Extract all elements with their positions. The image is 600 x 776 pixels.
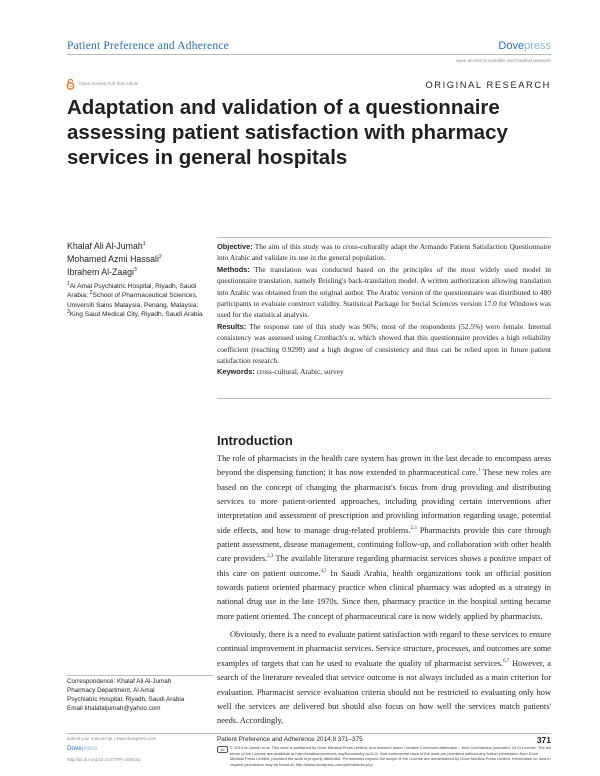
correspondence: Correspondence: Khalaf Ali Al-Jumah Pharmacy Department, Al Amal Psychiatric Hospital, Riyadh, Saudi Arabia Email khalafaljumah@yahoo.com (67, 677, 213, 713)
publisher-tagline: open access to scientific and medical research (456, 58, 551, 63)
section-heading-introduction: Introduction (217, 433, 293, 448)
abstract-results: Results: The response rate of this study was 96%; most of the respondents (52.5%) were female. Internal consistency was assessed using Cronbach's α, which showed that this questionnaire provides a high reliability coefficient (reaching 0.9299) and a high degree of consistency and thus can be relied upon in future patient satisfaction research. (217, 321, 551, 366)
paragraph: The role of pharmacists in the health care system has grown in the last decade to encompass areas beyond the dispensing function; it has now extended to pharmaceutical care.$^1$ These new roles are based on the concept of changing the pharmacist's focus from drug providing and distributing services to more patient-oriented approaches, including providing certain interventions after interpretation and assessment of prescription and providing information regarding usage, potential side effects, and how to manage drug-related problems.$^{2,3}$ Pharmacists provide this care through patient assessment, disease management, continuing follow-up, and collaboration with other health care providers.$^{2,3}$ The available literature regarding pharmacist services shows a positive impact of this care on patient outcome.$^{4,5}$ In Saudi Arabia, health organizations took an official position towards patient oriented pharmacy practice when clinical pharmacy was adopted as a strategy in national drug use in the late 1970s. Since then, pharmacy practice in the hospital setting became more patient oriented. The concept of pharmaceutical care is now widely applied by pharmacists. (217, 454, 552, 621)
citation-line: Patient Preference and Adherence 2014:8 371–375 (217, 736, 363, 743)
citation-ref[interactable]: 1 (477, 468, 481, 474)
citation-ref[interactable]: 4,5 (320, 568, 327, 574)
correspondence-rule (67, 675, 213, 676)
abstract-rule-top (217, 237, 551, 238)
article-type: ORIGINAL RESEARCH (425, 80, 551, 90)
open-access-icon (66, 79, 75, 90)
citation-ref[interactable]: 2,3 (410, 525, 417, 531)
affiliations: $^1$Al Amal Psychiatric Hospital, Riyadh, Saudi Arabia; $^2$School of Pharmaceutical Sciences, Universiti Sains Malaysia, Penang, Malaysia; $^3$King Saud Medical City, Riyadh, Saudi Arabia (67, 280, 203, 318)
author-list (67, 240, 162, 279)
journal-name: Patient Preference and Adherence (67, 40, 229, 52)
author-name[interactable]: Mohamed Azmi Hassali$^2$ (67, 254, 162, 264)
citation-ref[interactable]: 6,7 (503, 659, 510, 665)
open-access-label: Open Access Full Text Article (79, 81, 139, 86)
abstract (217, 241, 551, 378)
correspondence-email[interactable]: Email khalafaljumah@yahoo.com (67, 705, 161, 712)
author-name[interactable]: Ibrahem Al-Zaagi$^3$ (67, 267, 137, 277)
doi-link[interactable]: http://dx.doi.org/10.2147/PPA.S58141 (67, 757, 141, 762)
paragraph: Obviously, there is a need to evaluate patient satisfaction with regard to these services to ensure continual improvement in pharmacist services. Service structure, processes, and outcomes are some examples of targets that can be used to evaluate the quality of pharmacist services.$^{6,7}$ However, a search of the literature revealed that service outcome is not always included as a main criterion for evaluation. Pharmacist service evaluation criteria should not be restricted to evaluating only how well the services are delivered but should also focus on how well the services match patients' needs. Accordingly, (217, 630, 552, 726)
footer-rule (67, 733, 551, 734)
abstract-objective: Objective: The aim of this study was to cross-culturally adapt the Armando Patient Satisfaction Questionnaire into Arabic and validate its use in the general population. (217, 242, 551, 263)
author-name[interactable]: Khalaf Ali Al-Jumah$^1$ (67, 241, 146, 251)
article-title: Adaptation and validation of a questionnaire assessing patient satisfaction with pharmacy services in general hospitals (67, 96, 508, 169)
abstract-keywords: Keywords: cross-cultural, Arabic, survey (217, 367, 344, 377)
creative-commons-icon: cc (217, 746, 228, 753)
header-rule (67, 54, 551, 55)
publisher-dove: Dove (498, 40, 525, 52)
footer-publisher-logo[interactable]: Dovepress (67, 745, 98, 752)
abstract-rule-bottom (217, 398, 551, 399)
publisher-press: press (524, 40, 551, 52)
submit-link[interactable]: submit your manuscript | www.dovepress.com (67, 736, 157, 741)
license-text: © 2014 Al-Jumah et al. This work is published by Dove Medical Press Limited, and licensed under Creative Commons Attribution – Non Commercial (unported, v3.0) License. The full terms of the License are available at http://creativecommons.org/licenses/by-nc/3.0/. Non-commercial uses of the work are permitted without any further permission from Dove Medical Press Limited, provided the work is properly attributed. Permissions beyond the scope of the License are administered by Dove Medical Press Limited. Information on how to request permission may be found at: http://www.dovepress.com/permissions.php (230, 745, 551, 767)
abstract-methods: Methods: The translation was conducted based on the principles of the most widely used model in questionnaire translation, namely Brisling's back-translation model. A written authorization allowing translation into Arabic was obtained from the original author. The Arabic version of the questionnaire was distributed to 480 participants to evaluate construct validity. Statistical Package for Social Sciences version 17.0 for Windows was used for the statistical analysis. (217, 264, 552, 320)
introduction-body (217, 452, 551, 729)
publisher-logo[interactable] (498, 40, 551, 52)
page-number: 371 (536, 735, 551, 745)
citation-ref[interactable]: 2,3 (267, 554, 274, 560)
